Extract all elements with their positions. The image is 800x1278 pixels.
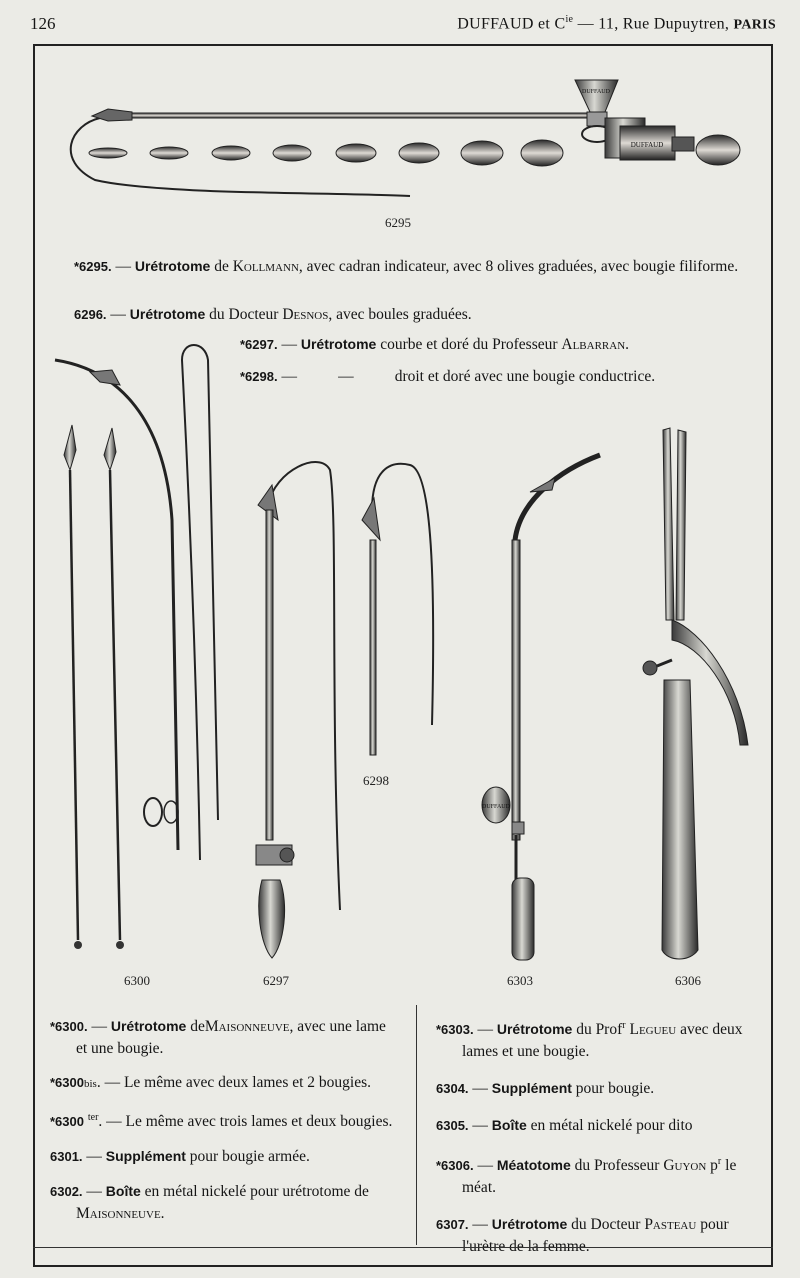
running-head-dash: — (577, 15, 594, 33)
entry-6303: *6303. — Urétrotome du Prof$^r$ Legueu avec deux lames et une bougie. (436, 1020, 743, 1061)
entry-6298: *6298. — — droit et doré avec une bougie conductrice. (240, 368, 656, 385)
olive (212, 146, 250, 160)
entry-6296: 6296. — Urétrotome du Docteur Desnos, avec boules graduées. (74, 306, 472, 323)
publisher-address: 11, Rue Dupuytren, (598, 15, 730, 33)
publisher-sup: ie (565, 14, 574, 25)
key-engraving: DUFFAUD (482, 804, 510, 810)
entry-6306: *6306. — Méatotome du Professeur Guyon $p^r$ le méat. (436, 1156, 737, 1197)
entry-6307: 6307. — Urétrotome du Docteur Pasteau pour l'urètre de la femme. (436, 1216, 729, 1256)
entry-6300-ter: *6300 $^{ter}$. — Le même avec trois lames et deux bougies. (50, 1112, 393, 1131)
figure-label-6300: 6300 (124, 973, 150, 988)
entry-6305: 6305. — Boîte en métal nickelé pour dito (436, 1117, 693, 1135)
entry-6295: *6295. — Urétrotome de Kollmann, avec cadran indicateur, avec 8 olives graduées, avec bougie filiforme. (74, 258, 739, 275)
dial-engraving: DUFFAUD (582, 89, 610, 95)
entry-6297: *6297. — Urétrotome courbe et doré du Professeur Albarran. (240, 336, 630, 353)
page-number: 126 (30, 14, 56, 33)
figure-label-6306: 6306 (675, 973, 701, 988)
entry-6301: 6301. — Supplément pour bougie armée. (50, 1148, 310, 1166)
olive (336, 144, 376, 162)
handle-engraving: DUFFAUD (630, 141, 664, 149)
entry-6300: *6300. — Urétrotome deMaisonneuve, avec une lame et une bougie. (50, 1018, 386, 1057)
olive (461, 141, 503, 165)
publisher-city: PARIS (733, 17, 776, 33)
entry-6300-bis: *6300bis. — Le même avec deux lames et 2 bougies. (50, 1074, 371, 1091)
figure-label-6298: 6298 (363, 773, 389, 788)
figure-6306-guyon-meatotome (643, 428, 748, 959)
entry-6302: 6302. — Boîte en métal nickelé pour urétrotome de Maisonneuve. (50, 1183, 369, 1223)
olive (89, 148, 127, 158)
graduated-olives (89, 140, 563, 166)
olive (273, 145, 311, 161)
column-divider (416, 1005, 417, 1245)
figure-6300-maisonneuve-urethrotome (55, 345, 218, 949)
figure-label-6303: 6303 (507, 973, 533, 988)
entries-left-column (50, 1015, 400, 1225)
olive (150, 147, 188, 159)
figure-6298-albarran-straight-urethrotome (362, 464, 433, 755)
olive (521, 140, 563, 166)
bottom-rule (33, 1247, 773, 1248)
figure-label-6297: 6297 (263, 973, 289, 988)
entry-6304: 6304. — Supplément pour bougie. (436, 1080, 655, 1098)
entries-right-column (436, 1015, 766, 1258)
figure-label-6295: 6295 (385, 215, 411, 230)
olive (399, 143, 439, 163)
publisher-name: DUFFAUD et C (457, 15, 566, 33)
figure-6297-albarran-curved-urethrotome (256, 462, 340, 958)
figure-6295-kollmann-urethrotome (71, 80, 740, 196)
figure-6303-legueu-urethrotome (482, 455, 600, 960)
